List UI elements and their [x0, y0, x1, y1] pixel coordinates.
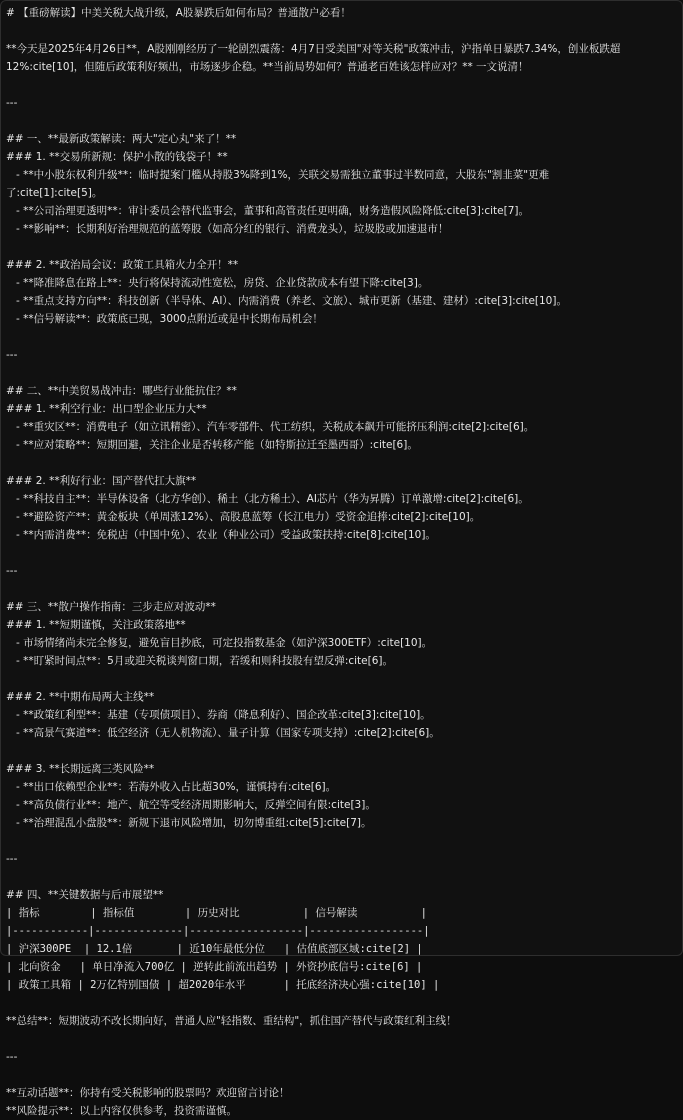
blank-line: [6, 364, 678, 382]
document-line: - **重点支持方向**：科技创新（半导体、AI）、内需消费（养老、文旅）、城市更新（基建、建材）:cite[3]:cite[10]。: [6, 295, 567, 307]
document-line: - **科技自主**：半导体设备（北方华创）、稀土（北方稀土）、AI芯片（华为昇腾）订单激增:cite[2]:cite[6]。: [6, 493, 529, 505]
table-row-line: |------------|--------------|------------------|------------------|: [6, 925, 430, 937]
blank-line: [6, 22, 678, 40]
document-line: ### 2. **政治局会议：政策工具箱火力全开！**: [6, 259, 239, 271]
document-line: **互动话题**：你持有受关税影响的股票吗？欢迎留言讨论！: [6, 1087, 290, 1099]
table-row-line: | 指标 | 指标值 | 历史对比 | 信号解读 |: [6, 907, 427, 919]
markdown-document: [6, 4, 678, 1120]
document-line: - **信号解读**：政策底已现，3000点附近或是中长期布局机会！: [6, 313, 323, 325]
blank-line: [6, 76, 678, 94]
document-line: ### 3. **长期远离三类风险**: [6, 763, 155, 775]
blank-line: [6, 832, 678, 850]
document-line: - **高负债行业**：地产、航空等受经济周期影响大，反弹空间有限:cite[3]。: [6, 799, 376, 811]
document-line: - **中小股东权利升级**：临时提案门槛从持股3%降到1%，关联交易需独立董事过半数同意，大股东"割韭菜"更难: [6, 169, 550, 181]
document-line: ---: [6, 97, 18, 109]
document-line: - 市场情绪尚未完全修复，避免盲目抄底，可定投指数基金（如沪深300ETF）:cite[10]。: [6, 637, 433, 649]
blank-line: [6, 670, 678, 688]
document-line: - **内需消费**：免税店（中国中免）、农业（种业公司）受益政策扶持:cite[8]:cite[10]。: [6, 529, 436, 541]
document-line: ## 三、**散户操作指南：三步走应对波动**: [6, 601, 216, 613]
document-line: ### 1. **利空行业：出口型企业压力大**: [6, 403, 207, 415]
document-line: # 【重磅解读】中美关税大战升级，A股暴跌后如何布局？普通散户必看！: [6, 7, 351, 19]
document-line: - **治理混乱小盘股**：新规下退市风险增加，切勿博重组:cite[5]:cite[7]。: [6, 817, 372, 829]
table-row-line: | 政策工具箱 | 2万亿特别国债 | 超2020年水平 | 托底经济决心强:cite[10] |: [6, 979, 440, 991]
table-row-line: | 北向资金 | 单日净流入700亿 | 逆转此前流出趋势 | 外资抄底信号:cite[6] |: [6, 961, 423, 973]
table-row-line: | 沪深300PE | 12.1倍 | 近10年最低分位 | 估值底部区域:cite[2] |: [6, 943, 423, 955]
document-line: ### 1. **交易所新规：保护小散的钱袋子！**: [6, 151, 228, 163]
document-line: 12%:cite[10]，但随后政策利好频出，市场逐步企稳。**当前局势如何？普通老百姓该怎样应对？** 一文说清！: [6, 61, 529, 73]
document-line: - **重灾区**：消费电子（如立讯精密）、汽车零部件、代工纺织，关税成本飙升可能挤压利润:cite[2]:cite[6]。: [6, 421, 535, 433]
document-line: - **影响**：长期利好治理规范的蓝筹股（如高分红的银行、消费龙头），垃圾股或加速退市！: [6, 223, 449, 235]
blank-line: [6, 112, 678, 130]
document-line: - **降准降息在路上**：央行将保持流动性宽松，房贷、企业贷款成本有望下降:cite[3]。: [6, 277, 429, 289]
document-line: ## 四、**关键数据与后市展望**: [6, 889, 164, 901]
document-line: **风险提示**：以上内容仅供参考，投资需谨慎。: [6, 1105, 237, 1117]
blank-line: [6, 994, 678, 1012]
document-line: ### 1. **短期谨慎，关注政策落地**: [6, 619, 186, 631]
document-line: ---: [6, 565, 18, 577]
document-line: ---: [6, 1051, 18, 1063]
document-line: - **盯紧时间点**：5月或迎关税谈判窗口期，若缓和则科技股有望反弹:cite[6]。: [6, 655, 393, 667]
blank-line: [6, 544, 678, 562]
document-line: 了:cite[1]:cite[5]。: [6, 187, 103, 199]
blank-line: [6, 868, 678, 886]
blank-line: [6, 742, 678, 760]
document-line: - **出口依赖型企业**：若海外收入占比超30%，谨慎持有:cite[6]。: [6, 781, 337, 793]
blank-line: [6, 454, 678, 472]
document-line: - **政策红利型**：基建（专项债项目）、券商（降息利好）、国企改革:cite[3]:cite[10]。: [6, 709, 431, 721]
document-line: ---: [6, 349, 18, 361]
blank-line: [6, 1066, 678, 1084]
document-line: ### 2. **利好行业：国产替代扛大旗**: [6, 475, 197, 487]
document-line: - **高景气赛道**：低空经济（无人机物流）、量子计算（国家专项支持）:cite[2]:cite[6]。: [6, 727, 440, 739]
document-line: - **避险资产**：黄金板块（单周涨12%）、高股息蓝筹（长江电力）受资金追捧:cite[2]:cite[10]。: [6, 511, 481, 523]
blank-line: [6, 238, 678, 256]
blank-line: [6, 580, 678, 598]
document-line: ## 二、**中美贸易战冲击：哪些行业能抗住？**: [6, 385, 237, 397]
document-line: - **公司治理更透明**：审计委员会替代监事会，董事和高管责任更明确，财务造假风险降低:cite[3]:cite[7]。: [6, 205, 529, 217]
document-line: - **应对策略**：短期回避，关注企业是否转移产能（如特斯拉迁至墨西哥）:cite[6]。: [6, 439, 418, 451]
document-line: ---: [6, 853, 18, 865]
document-line: **总结**：短期波动不改长期向好，普通人应"轻指数、重结构"，抓住国产替代与政策红利主线！: [6, 1015, 457, 1027]
blank-line: [6, 328, 678, 346]
document-line: ## 一、**最新政策解读：两大"定心丸"来了！**: [6, 133, 237, 145]
document-line: **今天是2025年4月26日**，A股刚刚经历了一轮剧烈震荡：4月7日受美国"对等关税"政策冲击，沪指单日暴跌7.34%，创业板跌超: [6, 43, 621, 55]
blank-line: [6, 1030, 678, 1048]
document-line: ### 2. **中期布局两大主线**: [6, 691, 155, 703]
